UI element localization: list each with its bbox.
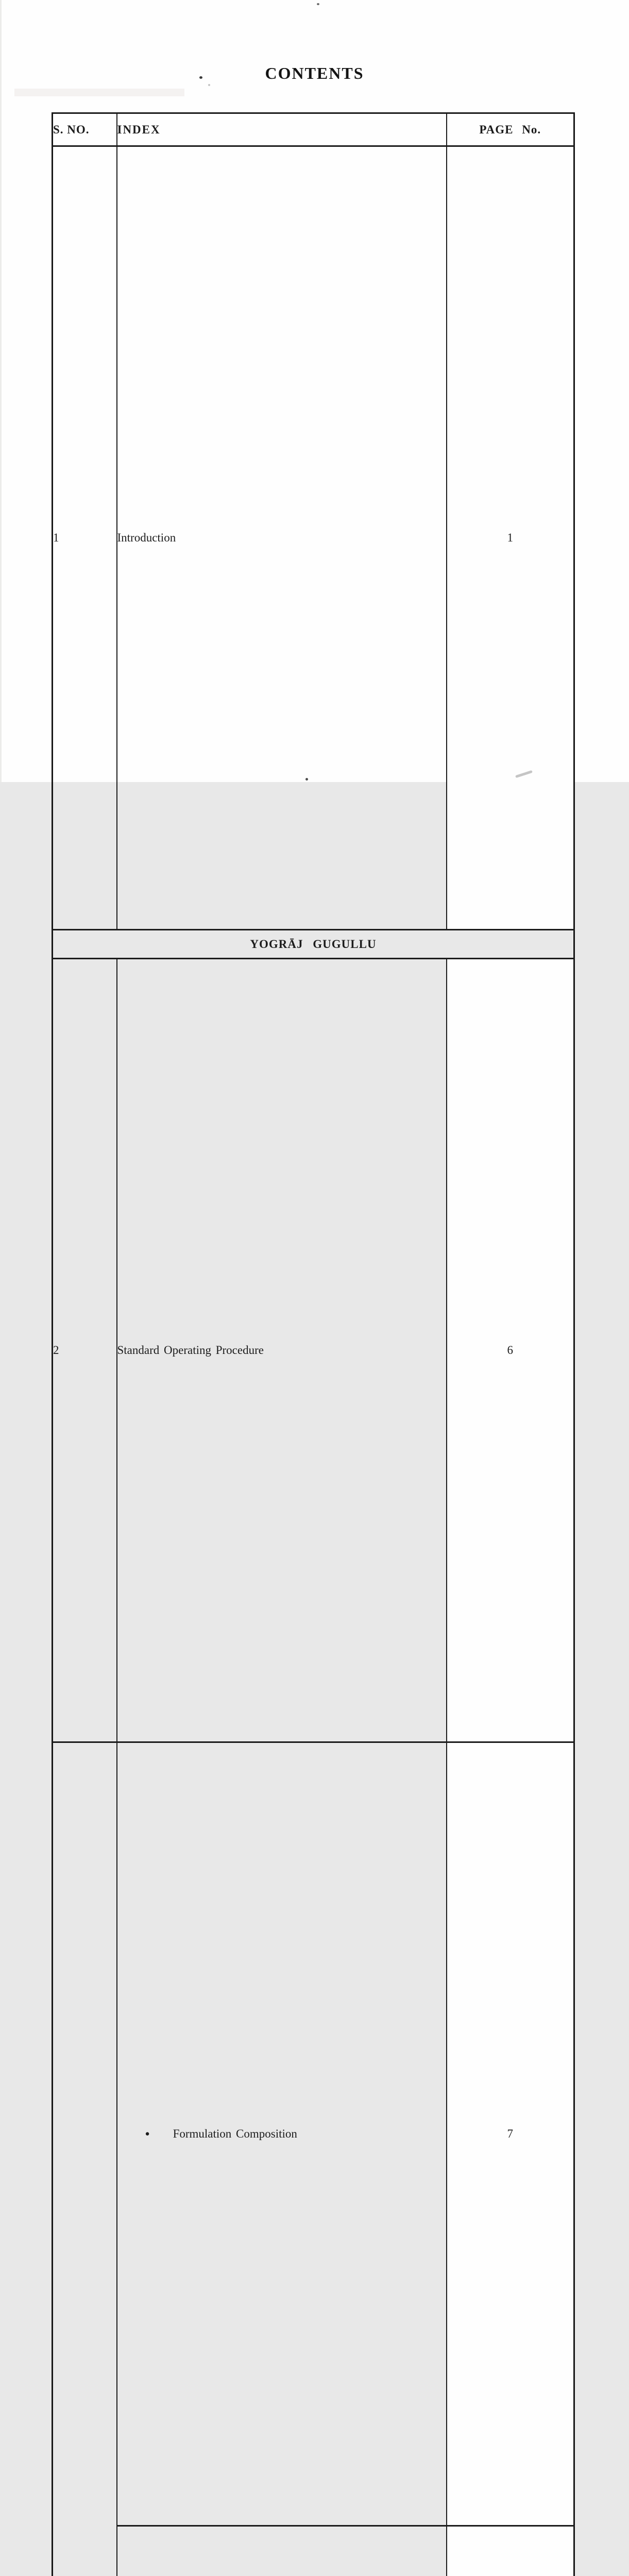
row-page: 7	[447, 1742, 574, 2526]
table-row	[53, 146, 574, 930]
section-banner: YOGRĀJ GUGULLU	[53, 930, 574, 959]
row-sno: 2	[53, 959, 117, 1742]
scanned-contents-page	[0, 0, 629, 782]
row-sno: 1	[53, 146, 117, 930]
row-label-text: Formulation Composition	[173, 2127, 297, 2140]
row-label: Introduction	[117, 146, 447, 930]
row-label: Standard Operating Procedure	[117, 959, 447, 1742]
section-banner-row	[53, 930, 574, 959]
scan-dot-artifact	[317, 3, 319, 5]
table-row	[53, 1742, 574, 2526]
bullet-icon	[145, 2127, 173, 2141]
table-row	[53, 959, 574, 1742]
row-sno-empty	[53, 1742, 117, 2576]
scan-dot-artifact	[208, 84, 210, 86]
table-header-row	[53, 113, 574, 146]
header-sno: S. NO.	[53, 113, 117, 146]
scan-edge-artifact	[0, 0, 2, 782]
page-title: CONTENTS	[0, 64, 629, 83]
scan-band-artifact	[14, 89, 184, 96]
row-page	[447, 2526, 574, 2576]
row-label	[117, 2526, 447, 2576]
header-index: INDEX	[117, 113, 447, 146]
table-row	[53, 2526, 574, 2576]
row-page: 1	[447, 146, 574, 930]
contents-table	[52, 112, 575, 2576]
row-page: 6	[447, 959, 574, 1742]
header-page: PAGE No.	[447, 113, 574, 146]
row-label	[117, 1742, 447, 2526]
